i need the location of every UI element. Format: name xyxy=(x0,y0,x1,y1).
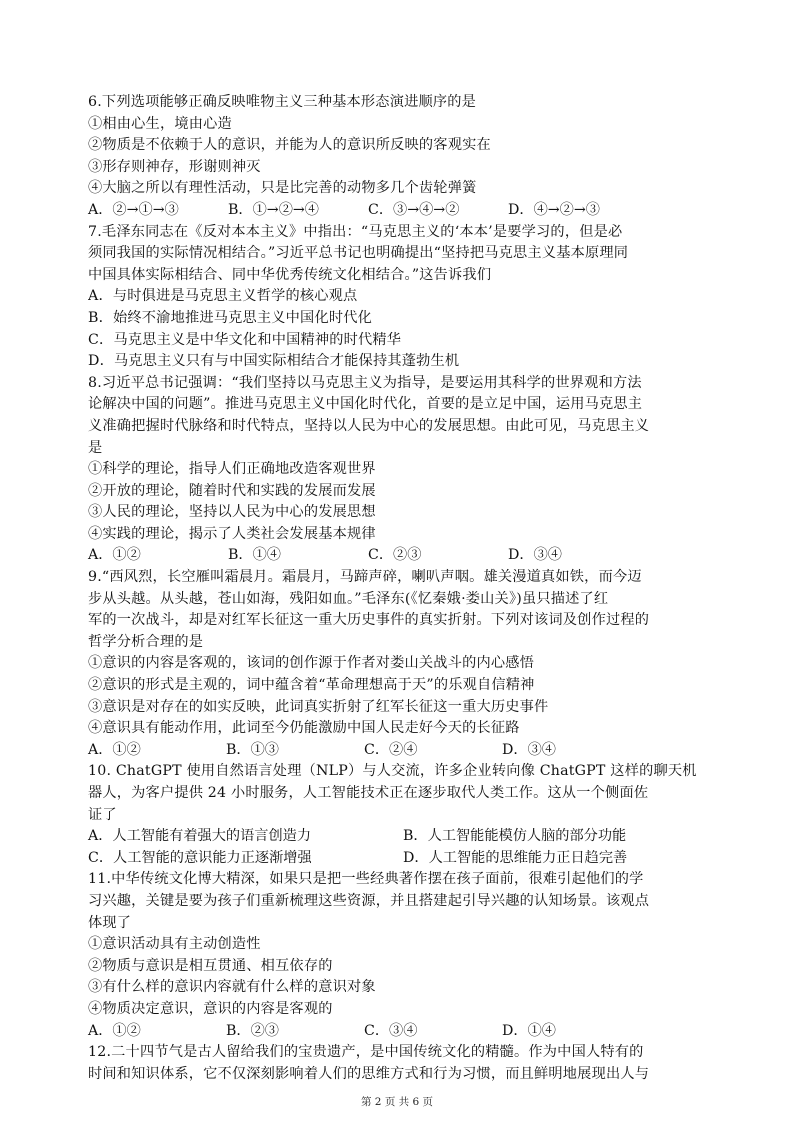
question-stem-line: 12.二十四节气是古人留给我们的宝贵遗产，是中国传统文化的精髓。作为中国人特有的 xyxy=(88,1044,644,1061)
option-b: B．①③ xyxy=(226,741,279,758)
option-b: B．①→②→④ xyxy=(228,201,319,218)
option-c: C．③→④→② xyxy=(368,201,460,218)
question-stem-line: 8.习近平总书记强调：“我们坚持以马克思主义为指导，是要运用其科学的世界观和方法 xyxy=(88,374,642,391)
option-d: D．①④ xyxy=(502,1022,556,1039)
question-12 xyxy=(88,1042,718,1085)
option-c: C．③④ xyxy=(364,1022,418,1039)
option-a: A．②→①→③ xyxy=(88,201,179,218)
statement-4: ④物质决定意识，意识的内容是客观的 xyxy=(88,1000,333,1017)
option-b: B．①④ xyxy=(228,547,281,564)
answer-options xyxy=(88,740,718,762)
option-d: D．④→②→③ xyxy=(508,201,600,218)
question-stem-line: 7.毛泽东同志在《反对本本主义》中指出：“马克思主义的‘本本’是要学习的，但是必 xyxy=(88,223,623,240)
answer-options xyxy=(88,200,718,222)
option-c: C．人工智能的意识能力正逐渐增强 xyxy=(88,849,312,866)
option-a: A．与时俱进是马克思主义哲学的核心观点 xyxy=(88,288,358,305)
statement-1: ①科学的理论，指导人们正确地改造客观世界 xyxy=(88,461,376,478)
question-stem-line: 义准确把握时代脉络和时代特点，坚持以人民为中心的发展思想。由此可见，马克思主义 xyxy=(88,417,650,434)
question-10 xyxy=(88,761,718,869)
statement-2: ②意识的形式是主观的，词中蕴含着“革命理想高于天”的乐观自信精神 xyxy=(88,677,535,694)
question-8 xyxy=(88,373,718,567)
answer-options xyxy=(88,545,718,567)
question-6 xyxy=(88,92,718,222)
statement-4: ④实践的理论，揭示了人类社会发展基本规律 xyxy=(88,525,376,542)
question-stem-line: 哲学分析合理的是 xyxy=(88,633,204,650)
statement-1: ①意识的内容是客观的，该词的创作源于作者对娄山关战斗的内心感悟 xyxy=(88,655,535,672)
question-stem-line: 步从头越。从头越，苍山如海，残阳如血。”毛泽东(《忆秦娥·娄山关》)虽只描述了红 xyxy=(88,590,609,607)
statement-4: ④意识具有能动作用，此词至今仍能激励中国人民走好今天的长征路 xyxy=(88,720,520,737)
question-stem-line: 须同我国的实际情况相结合。”习近平总书记也明确提出“坚持把马克思主义基本原理同 xyxy=(88,245,629,262)
question-7 xyxy=(88,222,718,373)
statement-2: ②开放的理论，随着时代和实践的发展而发展 xyxy=(88,482,376,499)
question-stem-line: 论解决中国的问题”。推进马克思主义中国化时代化，首要的是立足中国，运用马克思主 xyxy=(88,396,643,413)
statement-3: ③意识是对存在的如实反映，此词真实折射了红军长征这一重大历史事件 xyxy=(88,698,549,715)
exam-page xyxy=(88,92,718,1085)
question-stem-line: 11.中华传统文化博大精深，如果只是把一些经典著作摆在孩子面前，很难引起他们的学 xyxy=(88,871,644,888)
question-stem-line: 中国具体实际相结合、同中华优秀传统文化相结合。”这告诉我们 xyxy=(88,266,492,283)
option-b: B．始终不渝地推进马克思主义中国化时代化 xyxy=(88,309,372,326)
page-number-footer: 第 2 页 共 6 页 xyxy=(360,1096,434,1108)
answer-options xyxy=(88,1021,718,1043)
option-a: A．①② xyxy=(88,741,141,758)
question-11 xyxy=(88,869,718,1042)
question-stem-line: 10. ChatGPT 使用自然语言处理（NLP）与人交流，许多企业转向像 ChatGPT 这样的聊天机 xyxy=(88,763,697,780)
question-stem-line: 器人，为客户提供 24 小时服务，人工智能技术正在逐步取代人类工作。这从一个侧面佐 xyxy=(88,785,649,801)
option-c: C．②③ xyxy=(368,547,422,564)
statement-3: ③有什么样的意识内容就有什么样的意识对象 xyxy=(88,979,376,996)
question-stem-line: 9.“西风烈，长空雁叫霜晨月。霜晨月，马蹄声碎，喇叭声咽。雄关漫道真如铁，而今迈 xyxy=(88,569,642,586)
question-stem: 6.下列选项能够正确反映唯物主义三种基本形态演进顺序的是 xyxy=(88,94,477,110)
statement-1: ①意识活动具有主动创造性 xyxy=(88,936,261,953)
statement-1: ①相由心生，境由心造 xyxy=(88,115,232,132)
statement-2: ②物质是不依赖于人的意识，并能为人的意识所反映的客观实在 xyxy=(88,137,491,154)
answer-options-row-1 xyxy=(88,826,718,848)
question-stem-line: 体现了 xyxy=(88,914,132,931)
question-stem-line: 军的一次战斗，却是对红军长征这一重大历史事件的真实折射。下列对该词及创作过程的 xyxy=(88,612,650,629)
option-d: D．马克思主义只有与中国实际相结合才能保持其蓬勃生机 xyxy=(88,353,460,370)
option-d: D．③④ xyxy=(508,547,562,564)
option-a: A．①② xyxy=(88,1022,141,1039)
option-a: A．①② xyxy=(88,547,141,564)
question-stem-line: 是 xyxy=(88,439,103,456)
option-d: D．③④ xyxy=(502,741,556,758)
question-stem-line: 习兴趣，关键是要为孩子们重新梳理这些资源，并且搭建起引导兴趣的认知场景。该观点 xyxy=(88,892,650,909)
answer-options-row-2 xyxy=(88,848,718,870)
option-b: B．②③ xyxy=(226,1022,279,1039)
question-9 xyxy=(88,567,718,761)
question-stem-line: 时间和知识体系，它不仅深刻影响着人们的思维方式和行为习惯，而且鲜明地展现出人与 xyxy=(88,1065,650,1082)
option-a: A．人工智能有着强大的语言创造力 xyxy=(88,828,312,845)
option-d: D．人工智能的思维能力正日趋完善 xyxy=(403,849,628,866)
option-b: B．人工智能能模仿人脑的部分功能 xyxy=(403,828,627,845)
statement-2: ②物质与意识是相互贯通、相互依存的 xyxy=(88,957,333,974)
option-c: C．②④ xyxy=(364,741,418,758)
question-stem-line: 证了 xyxy=(88,806,117,823)
statement-4: ④大脑之所以有理性活动，只是比完善的动物多几个齿轮弹簧 xyxy=(88,180,477,197)
option-c: C．马克思主义是中华文化和中国精神的时代精华 xyxy=(88,331,402,348)
statement-3: ③人民的理论，坚持以人民为中心的发展思想 xyxy=(88,504,376,521)
statement-3: ③形存则神存，形谢则神灭 xyxy=(88,158,261,175)
